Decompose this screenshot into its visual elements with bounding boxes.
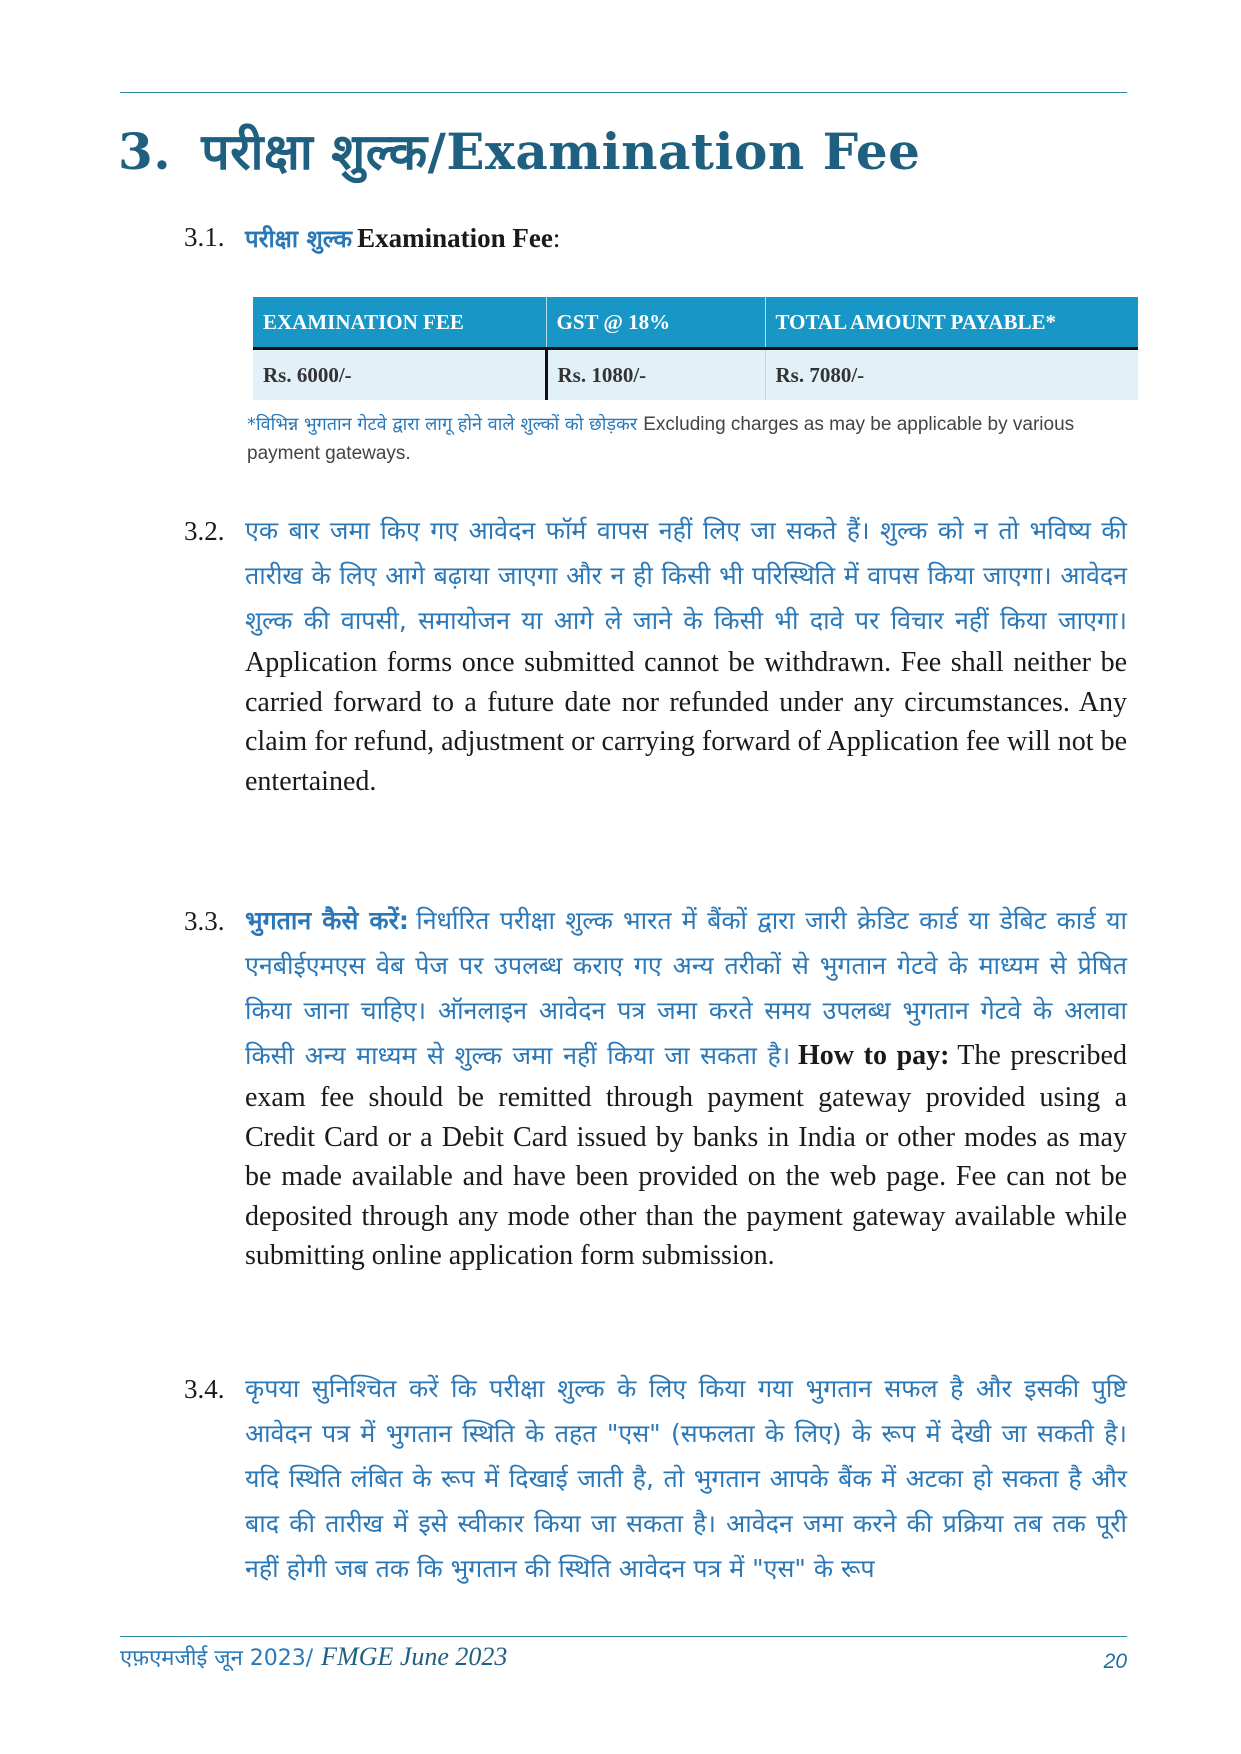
- header-gst: GST @ 18%: [546, 297, 765, 349]
- header-total-payable: TOTAL AMOUNT PAYABLE*: [765, 297, 1138, 349]
- footnote-hindi: *विभिन्न भुगतान गेटवे द्वारा लागू होने वाले शुल्कों को छोड़कर: [247, 414, 638, 435]
- page-number: 20: [1103, 1650, 1127, 1673]
- section-title-hindi: परीक्षा शुल्क/: [201, 122, 447, 181]
- footer-title-english: FMGE June 2023: [321, 1642, 508, 1671]
- subsection-title-colon: :: [552, 223, 561, 253]
- subsection-number: 3.2.: [184, 516, 225, 546]
- subsection-3-3: [184, 898, 1127, 1276]
- subsection-title-hindi: परीक्षा शुल्क: [245, 225, 353, 253]
- top-divider: [120, 92, 1127, 93]
- section-number: 3.: [118, 122, 172, 181]
- subsection-number: 3.3.: [184, 906, 225, 936]
- cell-total-payable: Rs. 7080/-: [765, 349, 1138, 401]
- footnote-english: Excluding charges as may be applicable by various payment gateways.: [247, 414, 1075, 464]
- paragraph-hindi: कृपया सुनिश्चित करें कि परीक्षा शुल्क के लिए किया गया भुगतान सफल है और इसकी पुष्टि आवेदन पत्र में भुगतान स्थिति के तहत "एस" (सफलता के लिए) के रूप में देखी जा सकती है। यदि स्थिति लंबित के रूप में दिखाई जाती है, तो भुगतान आपके बैंक में अटका हो सकता है और बाद की तारीख में इसे स्वीकार किया जा सकता है। आवेदन जमा करने की प्रक्रिया तब तक पूरी नहीं होगी जब तक कि भुगतान की स्थिति आवेदन पत्र में "एस" के रूप: [245, 1374, 1127, 1583]
- paragraph-english: The prescribed exam fee should be remitted through payment gateway provided using a Credit Card or a Debit Card issued by banks in India or other modes as may be made available and have been provided on the web page. Fee can not be deposited through any mode other than the payment gateway available while submitting online application form submission.: [245, 1040, 1127, 1271]
- how-to-pay-label-hindi: भुगतान कैसे करें:: [245, 906, 409, 935]
- paragraph: [245, 1366, 1127, 1591]
- footer-title: [120, 1642, 507, 1672]
- fee-footnote: [247, 410, 1127, 468]
- subsection-3-4: [184, 1366, 1127, 1591]
- paragraph-english: Application forms once submitted cannot be withdrawn. Fee shall neither be carried forward to a future date nor refunded under any circumstances. Any claim for refund, adjustment or carrying forward of Application fee will not be entertained.: [245, 647, 1127, 797]
- section-heading: [118, 116, 920, 184]
- bottom-divider: [120, 1636, 1127, 1637]
- subsection-title-english: Examination Fee: [357, 223, 553, 253]
- table-row: [253, 349, 1138, 401]
- cell-examination-fee: Rs. 6000/-: [253, 349, 546, 401]
- subsection-3-2: [184, 508, 1127, 801]
- fee-table: [253, 297, 1138, 400]
- how-to-pay-label-english: How to pay:: [798, 1040, 950, 1071]
- subsection-number: 3.1.: [184, 222, 225, 252]
- paragraph: [245, 898, 1127, 1276]
- section-title-english: Examination Fee: [446, 122, 921, 181]
- subsection-number: 3.4.: [184, 1374, 225, 1404]
- footer-title-hindi: एफ़एमजीई जून 2023/: [120, 1646, 314, 1671]
- paragraph-hindi: एक बार जमा किए गए आवेदन फॉर्म वापस नहीं लिए जा सकते हैं। शुल्क को न तो भविष्य की तारीख के लिए आगे बढ़ाया जाएगा और न ही किसी भी परिस्थिति में वापस किया जाएगा। आवेदन शुल्क की वापसी, समायोजन या आगे ले जाने के किसी भी दावे पर विचार नहीं किया जाएगा।: [245, 516, 1127, 635]
- header-examination-fee: EXAMINATION FEE: [253, 297, 546, 349]
- paragraph: [245, 508, 1127, 801]
- paragraph-hindi: निर्धारित परीक्षा शुल्क भारत में बैंकों द्वारा जारी क्रेडिट कार्ड या डेबिट कार्ड या एनबीईएमएस वेब पेज पर उपलब्ध कराए गए अन्य तरीकों से भुगतान गेटवे के माध्यम से प्रेषित किया जाना चाहिए। ऑनलाइन आवेदन पत्र जमा करते समय उपलब्ध भुगतान गेटवे के अलावा किसी अन्य माध्यम से शुल्क जमा नहीं किया जा सकता है।: [245, 906, 1127, 1070]
- subsection-3-1: [184, 222, 1127, 255]
- cell-gst: Rs. 1080/-: [546, 349, 765, 401]
- fee-table-header-row: [253, 297, 1138, 349]
